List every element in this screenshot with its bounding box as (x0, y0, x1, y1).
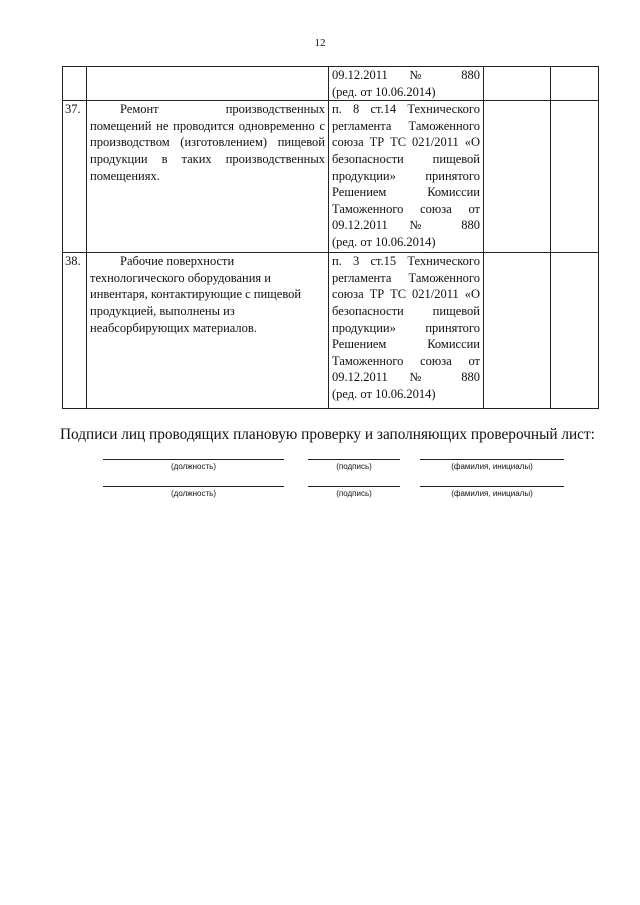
reference-line: п. 8 ст.14 Технического (332, 102, 480, 117)
table-row (63, 101, 599, 253)
reference-line: союза ТР ТС 021/2011 «О (332, 287, 480, 302)
reference-line: продукции» принятого (332, 168, 480, 183)
row-number: 38. (63, 253, 87, 409)
reference-line: 09.12.2011 № 880 (332, 370, 480, 385)
table-row (63, 67, 599, 101)
reference-line: 09.12.2011 № 880 (332, 68, 480, 82)
check-cell (484, 253, 551, 409)
signatures-title: Подписи лиц проводящих плановую проверку и заполняющих проверочный лист: (60, 426, 595, 443)
reference-cell (329, 101, 484, 253)
reference-line: 09.12.2011 № 880 (332, 218, 480, 233)
note-cell (551, 253, 599, 409)
signature-line (308, 486, 400, 487)
name-signature-line (420, 486, 564, 487)
note-cell (551, 101, 599, 253)
row-number (63, 67, 87, 101)
signature-caption: (подпись) (336, 489, 372, 498)
position-caption: (должность) (171, 489, 216, 498)
note-cell (551, 67, 599, 101)
position-caption: (должность) (171, 462, 216, 471)
position-signature-line (103, 486, 284, 487)
reference-cell (329, 67, 484, 101)
row-number: 37. (63, 101, 87, 253)
name-caption: (фамилия, инициалы) (451, 462, 533, 471)
reference-line: продукции» принятого (332, 320, 480, 335)
reference-line: Решением Комиссии (332, 185, 480, 200)
reference-line: регламента Таможенного (332, 118, 480, 133)
name-caption: (фамилия, инициалы) (451, 489, 533, 498)
reference-line: безопасности пищевой (332, 151, 480, 166)
requirement-cell (87, 253, 329, 409)
requirement-cell (87, 101, 329, 253)
name-signature-line (420, 459, 564, 460)
reference-line: союза ТР ТС 021/2011 «О (332, 135, 480, 150)
reference-cell (329, 253, 484, 409)
signature-caption: (подпись) (336, 462, 372, 471)
reference-line: (ред. от 10.06.2014) (332, 234, 436, 249)
requirement-text (87, 67, 329, 101)
signature-line (308, 459, 400, 460)
reference-line: регламента Таможенного (332, 270, 480, 285)
check-cell (484, 67, 551, 101)
requirement-text: Рабочие поверхности технологического оборудования и инвентаря, контактирующие с пищевой продукцией, выполнены из неабсорбирующих материалов. (90, 254, 302, 335)
reference-line: (ред. от 10.06.2014) (332, 84, 436, 99)
reference-line: Таможенного союза от (332, 353, 480, 368)
position-signature-line (103, 459, 284, 460)
requirement-text: Ремонт производственных помещений не проводится одновременно с производством (изготовлением) пищевой продукции в таких производственных помещениях. (90, 102, 325, 183)
reference-line: Таможенного союза от (332, 201, 480, 216)
table-row (63, 253, 599, 409)
reference-line: безопасности пищевой (332, 303, 480, 318)
check-cell (484, 101, 551, 253)
page-number: 12 (314, 37, 326, 49)
reference-line: Решением Комиссии (332, 337, 480, 352)
reference-line: (ред. от 10.06.2014) (332, 386, 436, 401)
reference-line: п. 3 ст.15 Технического (332, 254, 480, 269)
checklist-table (62, 66, 599, 409)
